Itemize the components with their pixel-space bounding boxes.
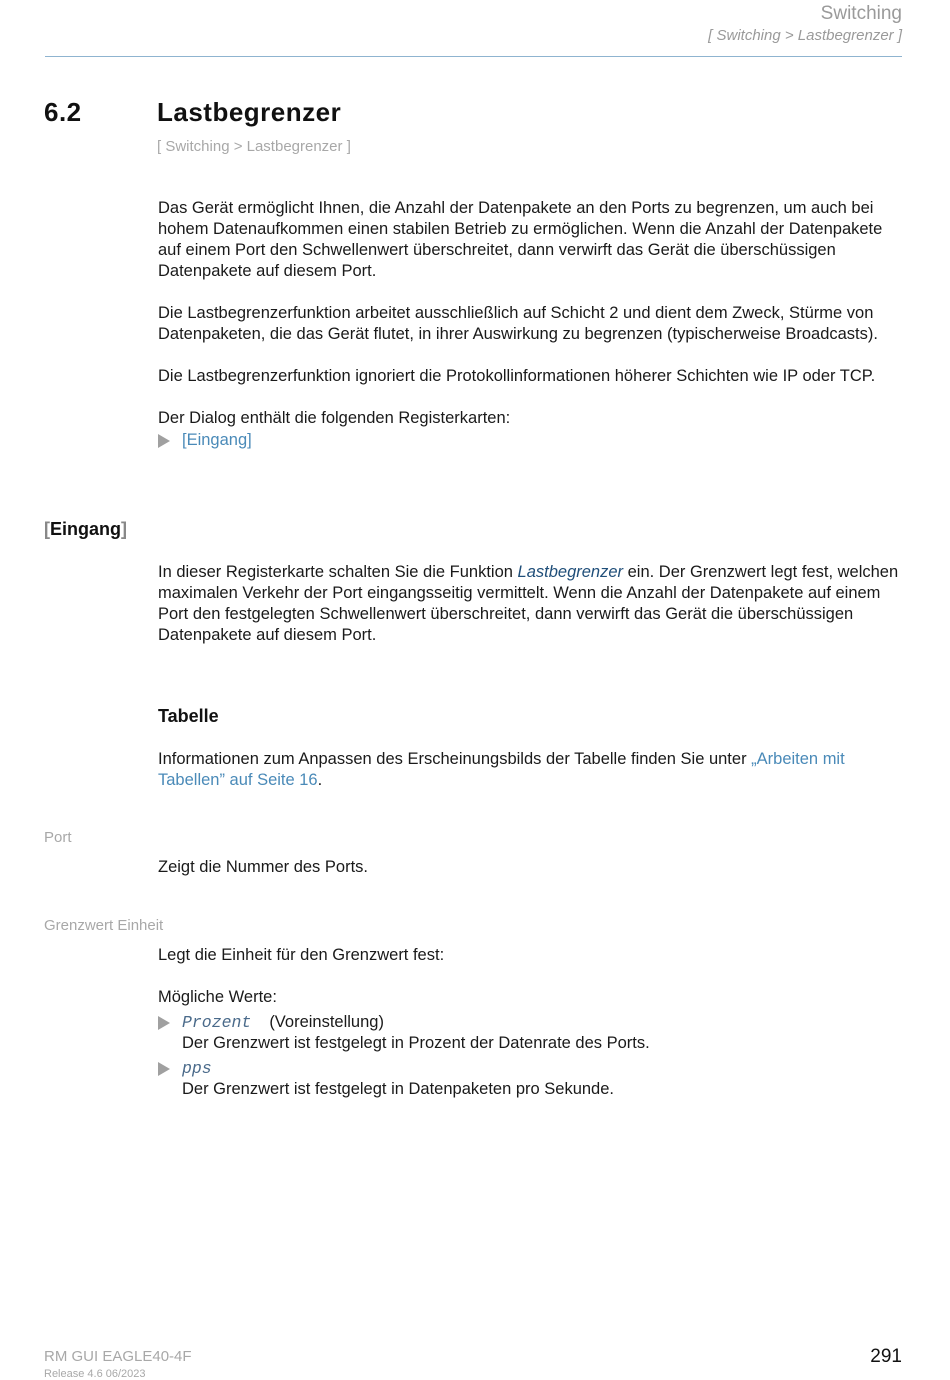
running-header-path: [ Switching > Lastbegrenzer ] bbox=[708, 27, 902, 44]
footer-product: RM GUI EAGLE40-4F bbox=[44, 1348, 192, 1365]
section-breadcrumb: [ Switching > Lastbegrenzer ] bbox=[157, 138, 351, 155]
tabelle-paragraph bbox=[158, 749, 906, 791]
eingang-text-after: ein. Der Grenzwert legt fest, welchen maximalen Verkehr der Port eingangsseitig vermittelt. Wenn die Anzahl der Datenpakete auf einem Port den festgelegten Schwellenwert überschreitet, dann verwirft das Gerät die überschüssigen Datenpakete auf diesem Port. bbox=[158, 563, 899, 644]
eingang-heading-label: Eingang bbox=[50, 519, 121, 539]
value-item-line bbox=[182, 1058, 906, 1079]
eingang-heading bbox=[44, 519, 127, 540]
header-divider bbox=[45, 56, 902, 57]
arbeiten-mit-tabellen-link[interactable]: „Arbeiten mit Tabellen” auf Seite 16 bbox=[158, 750, 845, 789]
eingang-tab-link[interactable]: [Eingang] bbox=[182, 431, 252, 449]
intro-paragraph-4: Der Dialog enthält die folgenden Registerkarten: bbox=[158, 409, 511, 427]
value-description: Der Grenzwert ist festgelegt in Datenpaketen pro Sekunde. bbox=[182, 1080, 614, 1098]
tabelle-text-before: Informationen zum Anpassen des Erscheinungsbilds der Tabelle finden Sie unter bbox=[158, 750, 752, 768]
eingang-open-bracket: [ bbox=[44, 519, 50, 539]
section-number: 6.2 bbox=[44, 97, 82, 127]
function-name-lastbegrenzer: Lastbegrenzer bbox=[517, 563, 624, 581]
value-item-line bbox=[182, 1012, 906, 1033]
field-description-port: Zeigt die Nummer des Ports. bbox=[158, 858, 368, 876]
eingang-paragraph bbox=[158, 562, 906, 646]
eingang-text-before: In dieser Registerkarte schalten Sie die Funktion bbox=[158, 563, 518, 581]
grenzwert-einheit-description: Legt die Einheit für den Grenzwert fest: bbox=[158, 946, 445, 964]
field-label-grenzwert-einheit: Grenzwert Einheit bbox=[44, 917, 164, 934]
field-label-port: Port bbox=[44, 829, 72, 846]
tabelle-body bbox=[158, 749, 906, 791]
footer-release: Release 4.6 06/2023 bbox=[44, 1368, 146, 1380]
possible-values-heading: Mögliche Werte: bbox=[158, 988, 277, 1006]
eingang-close-bracket: ] bbox=[121, 519, 127, 539]
bullet-triangle-icon bbox=[158, 434, 170, 448]
running-header-title: Switching bbox=[820, 3, 902, 24]
eingang-body bbox=[158, 562, 906, 646]
bullet-triangle-icon bbox=[158, 1062, 170, 1076]
value-note: (Voreinstellung) bbox=[269, 1013, 384, 1031]
tabelle-text-after: . bbox=[317, 771, 323, 789]
value-item-prozent bbox=[158, 1012, 906, 1054]
value-name: pps bbox=[182, 1059, 212, 1078]
intro-body bbox=[158, 198, 906, 451]
value-name: Prozent bbox=[182, 1013, 252, 1032]
section-title: Lastbegrenzer bbox=[157, 97, 342, 127]
intro-paragraph-3: Die Lastbegrenzerfunktion ignoriert die Protokollinformationen höherer Schichten wie IP oder TCP. bbox=[158, 367, 876, 385]
bullet-triangle-icon bbox=[158, 1016, 170, 1030]
value-description: Der Grenzwert ist festgelegt in Prozent der Datenrate des Ports. bbox=[182, 1034, 650, 1052]
tab-list-item bbox=[158, 430, 906, 451]
page-number: 291 bbox=[870, 1346, 902, 1367]
field-body-grenzwert-einheit bbox=[158, 945, 906, 1100]
intro-paragraph-1: Das Gerät ermöglicht Ihnen, die Anzahl der Datenpakete an den Ports zu begrenzen, um auch bei hohem Datenaufkommen einen stabilen Betrieb zu ermöglichen. Wenn die Anzahl der Datenpakete auf einem Port den Schwellenwert überschreitet, dann verwirft das Gerät die überschüssigen Datenpakete auf diesem Port. bbox=[158, 199, 883, 280]
value-item-pps bbox=[158, 1058, 906, 1100]
intro-paragraph-2: Die Lastbegrenzerfunktion arbeitet ausschließlich auf Schicht 2 und dient dem Zweck, Stürme von Datenpaketen, die das Gerät flutet, in ihrer Auswirkung zu begrenzen (typischerweise Broadcasts). bbox=[158, 304, 878, 343]
tabelle-heading: Tabelle bbox=[158, 706, 219, 726]
